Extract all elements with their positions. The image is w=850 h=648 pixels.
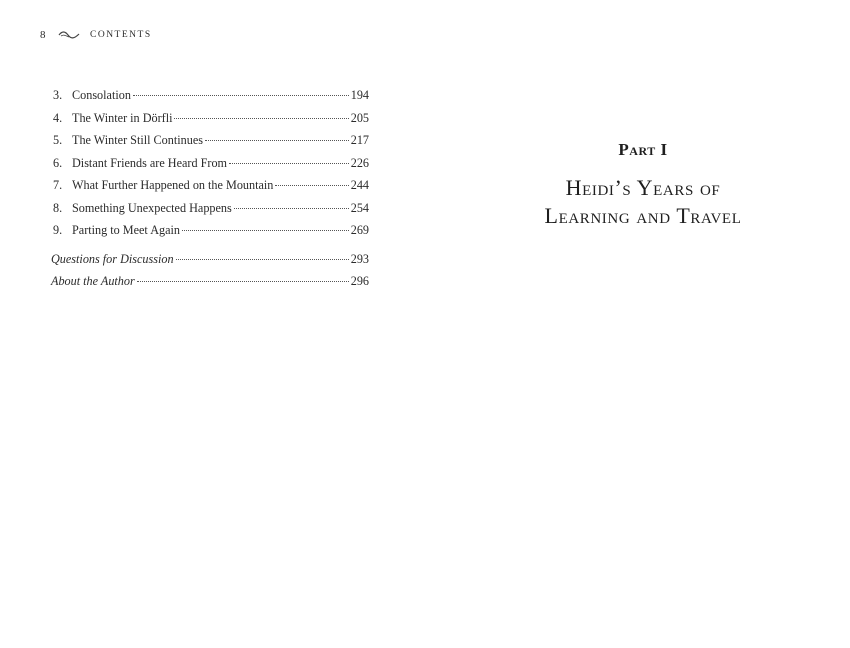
part-title-line: Heidi’s Years of [565,175,721,200]
leader-dots [137,281,349,282]
leader-dots [275,185,348,186]
chapter-title: Consolation [72,88,131,102]
chapter-title: Parting to Meet Again [72,223,180,237]
chapter-title: What Further Happened on the Mountain [72,178,274,192]
chapter-title: Distant Friends are Heard From [72,155,228,170]
toc-entry[interactable] [51,133,369,156]
part-label: Part I [618,140,668,159]
leader-dots [205,140,349,141]
ornament-icon [58,30,80,40]
part-heading [520,140,766,230]
leader-dots [234,208,349,209]
toc-entry[interactable] [51,156,369,179]
running-title: CONTENTS [90,30,152,40]
toc-entry[interactable] [51,252,369,275]
page-ref: 194 [350,88,369,102]
page-ref: 226 [350,155,369,170]
chapter-number: 3. [53,88,63,102]
chapter-number: 9. [53,223,63,237]
toc-entry[interactable] [51,178,369,201]
leader-dots [182,230,349,231]
toc-entry[interactable] [51,223,369,246]
toc-entry[interactable] [51,201,369,224]
leader-dots [133,95,349,96]
page-ref: 205 [350,110,369,125]
toc-entry[interactable] [51,88,369,111]
leader-dots [229,163,349,164]
part-title [520,174,766,230]
chapter-title: The Winter in Dörfli [72,110,173,125]
toc-entry[interactable] [51,274,369,297]
chapter-number: 5. [53,133,63,147]
table-of-contents [51,88,369,297]
page-ref: 269 [350,223,369,237]
chapter-title: Something Unexpected Happens [72,200,232,215]
chapter-number: 8. [53,200,63,215]
part-title-line: Learning and Travel [544,203,742,228]
section-title: Questions for Discussion [51,251,174,266]
chapter-number: 6. [53,155,63,170]
section-title: About the Author [51,274,135,288]
page-ref: 296 [350,274,369,288]
toc-entry[interactable] [51,111,369,134]
page-ref: 293 [350,251,369,266]
leader-dots [174,118,348,119]
chapter-number: 4. [53,110,63,125]
page-number: 8 [40,29,46,41]
leader-dots [176,259,349,260]
page-ref: 254 [350,200,369,215]
page-ref: 217 [350,133,369,147]
page-ref: 244 [350,178,369,192]
running-header [40,29,152,41]
chapter-title: The Winter Still Continues [72,133,203,147]
chapter-number: 7. [53,178,63,192]
